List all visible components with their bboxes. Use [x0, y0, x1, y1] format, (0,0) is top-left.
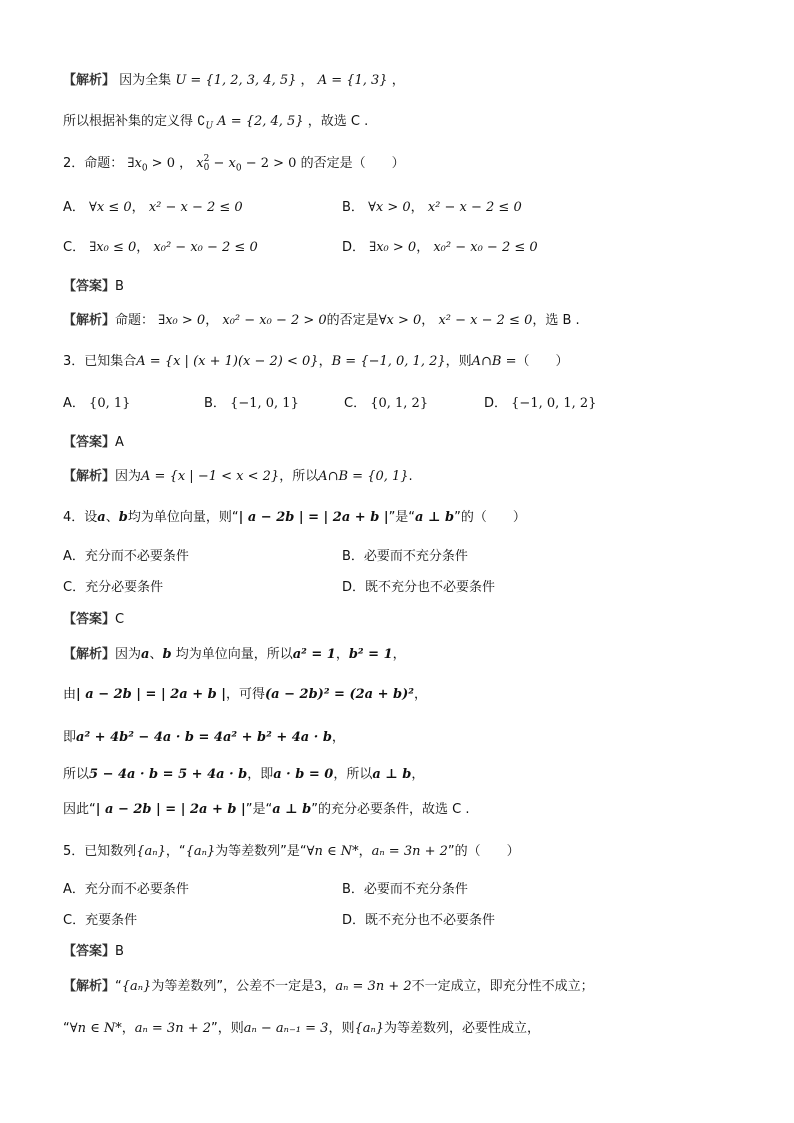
math: a ⊥ b — [272, 802, 312, 817]
q3-analysis — [63, 465, 754, 484]
math: ∃x — [127, 156, 142, 171]
math: aₙ = 3n + 2 — [371, 844, 448, 859]
text: ，即 — [247, 767, 274, 782]
option-label: A． — [63, 200, 85, 215]
math: ∀x > 0 — [378, 313, 422, 328]
q4-option-d[interactable] — [342, 576, 495, 595]
question-4 — [63, 506, 754, 525]
math: x₀² − x₀ − 2 > 0 — [222, 313, 327, 328]
math: {aₙ} — [185, 844, 216, 859]
math: aₙ − aₙ₋₁ = 3 — [243, 1021, 329, 1036]
math: {0, 1, 2} — [370, 396, 429, 411]
math: aₙ = 3n + 2 — [134, 1021, 211, 1036]
math-sub: U — [205, 121, 214, 132]
math: {aₙ} — [136, 844, 166, 859]
math: A∩B = {0, 1} — [318, 469, 409, 484]
math-vector: b — [162, 647, 172, 662]
option-label: A． — [63, 549, 85, 564]
text: 所以根据补集的定义得 — [63, 114, 194, 129]
math: U = {1, 2, 3, 4, 5} — [175, 73, 297, 88]
text: ，所以 — [333, 767, 373, 782]
math: a² + 4b² − 4a · b = 4a² + b² + 4a · b — [76, 730, 332, 745]
text: “ — [115, 979, 122, 994]
option-text: 既不充分也不必要条件 — [365, 580, 496, 595]
math: {aₙ} — [354, 1021, 385, 1036]
q2-answer — [63, 275, 754, 294]
option-label: B． — [342, 200, 364, 215]
text: 、 — [149, 647, 163, 662]
question-number: 2．命题： — [63, 156, 124, 171]
option-label: B． — [204, 396, 226, 411]
math-sub: 0 — [235, 163, 242, 174]
text: ，所以 — [279, 469, 319, 484]
math: A = {x | −1 < x < 2} — [141, 469, 280, 484]
text: ， — [391, 73, 405, 88]
option-text: 充分必要条件 — [85, 580, 164, 595]
text: ，故选 C . — [307, 114, 369, 129]
analysis-label: 【解析】 — [63, 979, 116, 994]
text: ， — [358, 844, 372, 859]
math: − 2 > 0 — [241, 156, 297, 171]
analysis-label: 【解析】 — [63, 313, 116, 328]
math-sub: 0 — [203, 162, 210, 173]
text: ，则 — [328, 1021, 355, 1036]
math: A = {x | (x + 1)(x − 2) < 0} — [136, 354, 319, 369]
option-label: C． — [63, 913, 86, 928]
math: 3 — [314, 979, 323, 994]
option-label: B． — [342, 549, 364, 564]
q4-option-b[interactable] — [342, 545, 468, 564]
question-number: 3．已知集合 — [63, 354, 137, 369]
math: x₀² − x₀ − 2 ≤ 0 — [153, 240, 258, 255]
option-label: D． — [342, 240, 366, 255]
math: ∃x₀ ≤ 0 — [89, 240, 137, 255]
q3-option-b[interactable] — [204, 392, 299, 411]
math: 5 − 4a · b = 5 + 4a · b — [89, 767, 248, 782]
math: a ⊥ b — [415, 510, 455, 525]
math: ∀x > 0 — [368, 200, 411, 215]
math: {0, 1} — [89, 396, 131, 411]
text: 即 — [63, 730, 77, 745]
text: 因此“ — [63, 802, 96, 817]
analysis-line-2 — [63, 110, 754, 132]
q2-option-d[interactable] — [342, 236, 538, 255]
option-label: C． — [63, 240, 86, 255]
option-label: C． — [63, 580, 86, 595]
analysis-label: 【解析】 — [63, 469, 116, 484]
analysis-label: 【解析】 — [63, 73, 116, 88]
text: 为等差数列，必要性成立， — [384, 1021, 541, 1036]
option-label: D． — [342, 913, 366, 928]
text: 不一定成立，即充分性不成立； — [411, 979, 594, 994]
text: 命题： — [115, 313, 155, 328]
text: 的否定是（ ） — [300, 156, 405, 171]
q2-option-c[interactable] — [63, 236, 258, 255]
question-number: 4．设 — [63, 510, 98, 525]
text: . — [408, 469, 413, 484]
math: x² − x − 2 ≤ 0 — [438, 313, 533, 328]
option-text: 充要条件 — [85, 913, 138, 928]
math: x — [196, 156, 204, 171]
text: 因为全集 — [119, 73, 172, 88]
text: ”是“ — [245, 802, 273, 817]
text: ， — [413, 687, 427, 702]
math: ∃x₀ > 0 — [158, 313, 206, 328]
math: A = {2, 4, 5} — [217, 114, 304, 129]
text: 因为 — [115, 469, 142, 484]
analysis-label: 【解析】 — [63, 647, 116, 662]
text: ， — [179, 156, 193, 171]
analysis-line-1 — [63, 69, 754, 88]
question-5 — [63, 840, 754, 859]
option-label: A． — [63, 882, 85, 897]
text: 均为单位向量，所以 — [171, 647, 293, 662]
math-vector: a — [141, 647, 150, 662]
answer-value: A — [115, 435, 124, 450]
q5-option-b[interactable] — [342, 878, 468, 897]
math: ∃x₀ > 0 — [369, 240, 417, 255]
math: x₀² − x₀ − 2 ≤ 0 — [433, 240, 538, 255]
complement-symbol: ∁ — [197, 114, 206, 129]
option-label: B． — [342, 882, 364, 897]
math: {−1, 0, 1, 2} — [511, 396, 597, 411]
math: aₙ = 3n + 2 — [335, 979, 412, 994]
text: ”的（ ） — [447, 844, 520, 859]
text: 所以 — [63, 767, 90, 782]
text: ，选 B . — [532, 313, 580, 328]
q5-analysis-2 — [63, 1017, 754, 1036]
question-3 — [63, 350, 754, 369]
answer-label: 【答案】 — [63, 612, 116, 627]
math: {aₙ} — [121, 979, 152, 994]
q5-option-c[interactable] — [63, 909, 137, 928]
text: 为等差数列”是“ — [215, 844, 307, 859]
text: ， — [335, 647, 349, 662]
q3-option-d[interactable] — [484, 392, 596, 411]
math: | a − 2b | = | 2a + b | — [95, 802, 246, 817]
text: ， — [331, 730, 345, 745]
math: a ⊥ b — [372, 767, 412, 782]
text: ， — [205, 313, 219, 328]
text: 、 — [105, 510, 119, 525]
math: | a − 2b | = | 2a + b | — [76, 687, 226, 702]
q5-analysis-1 — [63, 975, 754, 994]
answer-label: 【答案】 — [63, 944, 116, 959]
text: ， — [300, 73, 314, 88]
answer-value: C — [115, 612, 125, 627]
math: ∀n ∈ N* — [306, 844, 359, 859]
q4-option-a[interactable] — [63, 545, 189, 564]
text: “ — [63, 1021, 70, 1036]
text: ， — [131, 200, 145, 215]
option-text: 充分而不必要条件 — [84, 549, 189, 564]
math: > 0 — [147, 156, 175, 171]
option-label: D． — [342, 580, 366, 595]
q4-answer — [63, 608, 754, 627]
q4-analysis-5 — [63, 798, 754, 817]
option-text: 充分而不必要条件 — [84, 882, 189, 897]
math: B = {−1, 0, 1, 2} — [331, 354, 446, 369]
text: ， — [416, 240, 430, 255]
text: ”的充分必要条件，故选 C . — [311, 802, 470, 817]
text: ，可得 — [226, 687, 266, 702]
text: ， — [410, 200, 424, 215]
answer-label: 【答案】 — [63, 279, 116, 294]
math: a · b = 0 — [273, 767, 334, 782]
math: {−1, 0, 1} — [230, 396, 299, 411]
option-text: 必要而不充分条件 — [363, 882, 468, 897]
text: ， — [392, 647, 406, 662]
text: ， — [322, 979, 336, 994]
option-text: 必要而不充分条件 — [363, 549, 468, 564]
text: ， — [411, 767, 425, 782]
q2-option-b[interactable] — [342, 196, 522, 215]
q3-option-a[interactable] — [63, 392, 130, 411]
q4-analysis-4 — [63, 763, 754, 782]
option-text: 既不充分也不必要条件 — [365, 913, 496, 928]
text: ， — [121, 1021, 135, 1036]
text: 由 — [63, 687, 77, 702]
math-vector: b — [118, 510, 128, 525]
math: ∀x ≤ 0 — [89, 200, 132, 215]
q5-option-a[interactable] — [63, 878, 189, 897]
text: 为等差数列”，公差不一定是 — [151, 979, 315, 994]
q2-option-a[interactable] — [63, 196, 243, 215]
option-label: A． — [63, 396, 85, 411]
math: − x — [209, 156, 236, 171]
q4-analysis-1 — [63, 643, 754, 662]
q3-option-c[interactable] — [344, 392, 428, 411]
q5-answer — [63, 940, 754, 959]
text: ”的（ ） — [454, 510, 526, 525]
math: A = {1, 3} — [317, 73, 388, 88]
text: ，则 — [445, 354, 472, 369]
math: A∩B = — [471, 354, 517, 369]
q4-analysis-3 — [63, 726, 754, 745]
answer-value: B — [115, 944, 124, 959]
text: ， — [136, 240, 150, 255]
answer-value: B — [115, 279, 124, 294]
question-number: 5．已知数列 — [63, 844, 137, 859]
question-2 — [63, 152, 754, 174]
math: x² − x − 2 ≤ 0 — [427, 200, 522, 215]
text: ， — [421, 313, 435, 328]
text: ，“ — [165, 844, 186, 859]
math-vector: a — [97, 510, 106, 525]
option-label: C． — [344, 396, 367, 411]
math: ∀n ∈ N* — [69, 1021, 122, 1036]
text: 的否定是 — [326, 313, 379, 328]
answer-label: 【答案】 — [63, 435, 116, 450]
math-sub: 0 — [141, 163, 148, 174]
math: | a − 2b | = | 2a + b | — [238, 510, 389, 525]
math: x² − x − 2 ≤ 0 — [148, 200, 243, 215]
q5-option-d[interactable] — [342, 909, 495, 928]
text: ”是“ — [388, 510, 416, 525]
option-label: D． — [484, 396, 508, 411]
text: 因为 — [115, 647, 142, 662]
text: 均为单位向量，则“ — [127, 510, 239, 525]
math: (a − 2b)² = (2a + b)² — [265, 687, 414, 702]
text: ， — [318, 354, 332, 369]
math-sup: 2 — [203, 153, 210, 164]
text: （ ） — [516, 354, 569, 369]
math: b² = 1 — [348, 647, 393, 662]
q4-analysis-2 — [63, 683, 754, 702]
q3-answer — [63, 431, 754, 450]
q2-analysis — [63, 309, 754, 328]
q4-option-c[interactable] — [63, 576, 163, 595]
math: a² = 1 — [292, 647, 336, 662]
text: ”，则 — [211, 1021, 244, 1036]
